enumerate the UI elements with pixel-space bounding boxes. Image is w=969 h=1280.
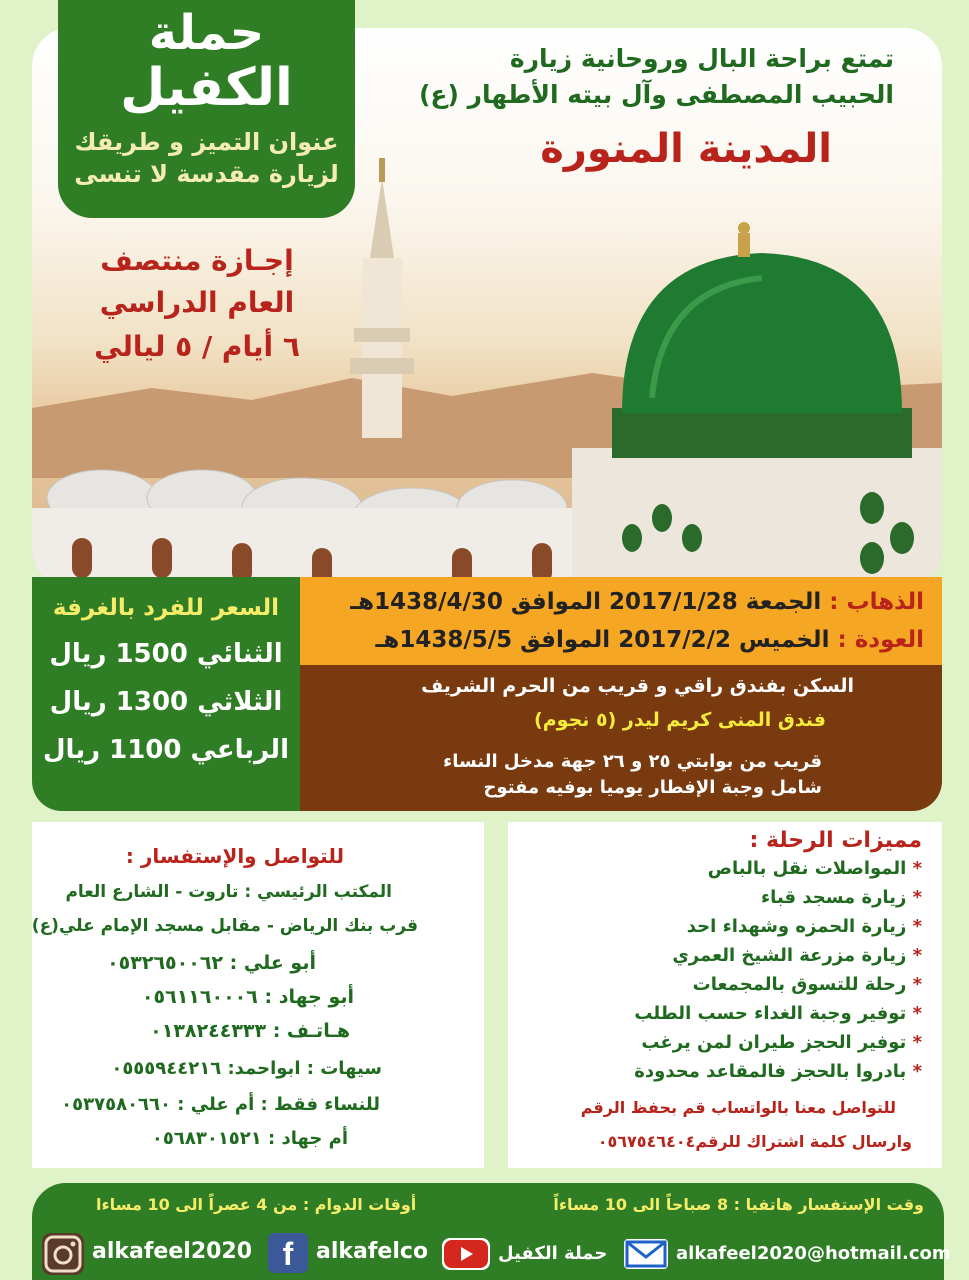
brand-title2: الكفيل (120, 58, 293, 118)
feature-item: * زيارة مسجد قباء (760, 887, 922, 908)
brand-box (58, 0, 355, 218)
feature-item: * توفير وجبة الغداء حسب الطلب (634, 1003, 922, 1024)
return-row (376, 627, 925, 653)
youtube-icon[interactable] (442, 1238, 490, 1270)
dates-box (300, 577, 942, 665)
hotel-line1: السكن بفندق راقي و قريب من الحرم الشريف (421, 675, 854, 697)
contact-abu-ali: أبو علي : ٠٥٣٢٦٥٠٠٦٢ (107, 952, 316, 974)
email-icon[interactable] (624, 1239, 668, 1269)
hotel-box (300, 665, 942, 811)
instagram-icon[interactable] (42, 1233, 84, 1275)
office-hours: أوقات الدوام : من 4 عصراً الى 10 مساءا (96, 1195, 417, 1214)
feature-item: * زيارة الحمزه وشهداء احد (686, 916, 922, 937)
holiday-line1: إجـازة منتصف (100, 244, 294, 277)
feature-item: * بادروا بالحجز فالمقاعد محدودة (634, 1061, 922, 1082)
departure-value: الجمعة 2017/1/28 الموافق 1438/4/30هـ (350, 589, 822, 615)
contact-panel (32, 822, 484, 1168)
brand-slogan1: عنوان التميز و طريقك (74, 128, 339, 156)
features-panel (508, 822, 942, 1168)
price-title: السعر للفرد بالغرفة (52, 595, 280, 621)
email-link[interactable]: alkafeel2020@hotmail.com (676, 1243, 951, 1264)
phone-hours: وقت الإستفسار هاتفيا : 8 صباحاً الى 10 مساءاً (553, 1195, 924, 1214)
footer (32, 1183, 951, 1280)
price-box (32, 577, 300, 811)
return-value: الخميس 2017/2/2 الموافق 1438/5/5هـ (375, 627, 830, 653)
instagram-link[interactable]: alkafeel2020 (92, 1239, 253, 1264)
city-title: المدينة المنورة (540, 126, 832, 172)
contact-abu-jihad: أبو جهاد : ٠٥٦١١٦٠٠٠٦ (141, 986, 354, 1008)
return-label: العودة : (837, 627, 924, 653)
youtube-link[interactable]: حملة الكفيل (498, 1243, 608, 1264)
hero-line2: الحبيب المصطفى وآل بيته الأطهار (ع) (418, 80, 894, 109)
contact-phone: هـاتـف : ٠١٣٨٢٤٤٣٣٣ (150, 1020, 350, 1042)
facebook-link[interactable]: alkafelco (316, 1239, 429, 1264)
brand-slogan2: لزيارة مقدسة لا تنسى (74, 160, 339, 188)
features-list (522, 858, 922, 1090)
price-triple: الثلاثي 1300 ريال (49, 687, 283, 717)
hotel-line3: قريب من بوابتي ٢٥ و ٢٦ جهة مدخل النساء (443, 751, 822, 772)
hero-line1: تمتع براحة البال وروحانية زيارة (509, 44, 894, 73)
contact-sihat: سيهات : ابواحمد: ٠٥٥٥٩٤٤٢١٦ (111, 1058, 382, 1079)
whatsapp-line1: للتواصل معنا بالواتساب قم بحفظ الرقم (580, 1098, 896, 1117)
features-title: مميزات الرحلة : (749, 828, 922, 853)
feature-item: * رحلة للتسوق بالمجمعات (692, 974, 922, 995)
departure-row (350, 589, 924, 615)
price-double: الثنائي 1500 ريال (49, 639, 283, 669)
feature-item: * المواصلات نقل بالباص (707, 858, 922, 879)
departure-label: الذهاب : (829, 589, 924, 615)
price-quad: الرباعي 1100 ريال (43, 735, 289, 765)
holiday-line2: العام الدراسي (99, 286, 295, 319)
hotel-name: فندق المنى كريم ليدر (٥ نجوم) (534, 709, 826, 731)
feature-item: * توفير الحجز طيران لمن يرغب (641, 1032, 922, 1053)
contact-women: للنساء فقط : أم علي : ٠٥٣٧٥٨٠٦٦٠ (61, 1094, 380, 1115)
contact-near: قرب بنك الرياض - مقابل مسجد الإمام علي(ع) (31, 916, 418, 936)
duration: ٦ أيام / ٥ ليالي (94, 330, 300, 363)
brand-title1: حملة (148, 5, 265, 61)
facebook-icon[interactable]: f (268, 1233, 308, 1273)
hotel-line4: شامل وجبة الإفطار يوميا بوفيه مفتوح (483, 777, 822, 798)
contact-office: المكتب الرئيسي : تاروت - الشارع العام (65, 882, 392, 902)
contact-um-jihad: أم جهاد : ٠٥٦٨٣٠١٥٢١ (151, 1128, 348, 1149)
whatsapp-line2: وارسال كلمة اشتراك للرقم٠٥٦٧٥٤٦٤٠٤ (597, 1132, 912, 1151)
feature-item: * زيارة مزرعة الشيخ العمري (672, 945, 922, 966)
contact-title: للتواصل والإستفسار : (125, 844, 344, 868)
